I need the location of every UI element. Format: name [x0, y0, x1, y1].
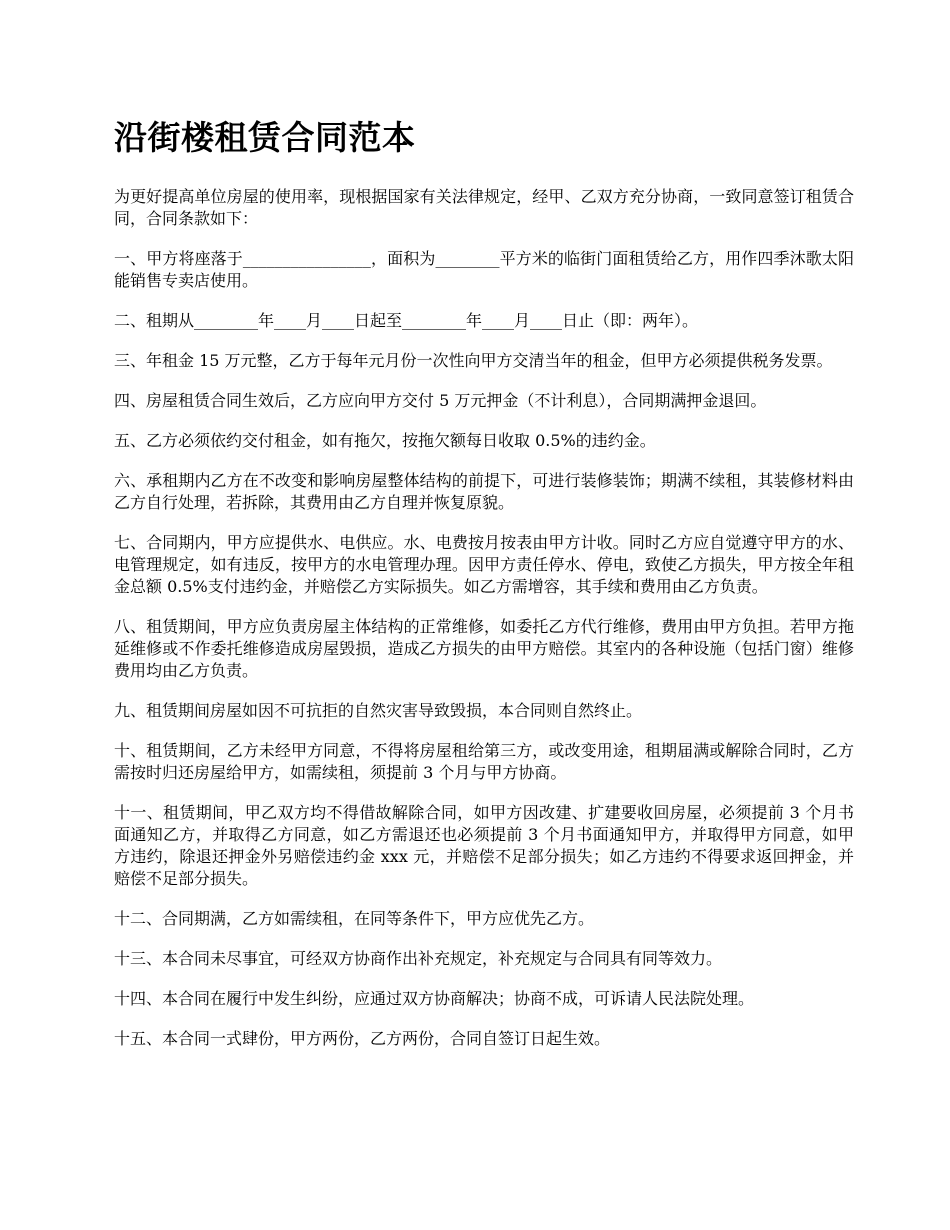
clause-14: 十四、本合同在履行中发生纠纷，应通过双方协商解决；协商不成，可诉请人民法院处理。 [114, 989, 755, 1008]
clause-15: 十五、本合同一式肆份，甲方两份，乙方两份，合同自签订日起生效。 [114, 1029, 611, 1048]
clause-10: 十、租赁期间，乙方未经甲方同意，不得将房屋租给第三方，或改变用途，租期届满或解除合同时，乙方需按时归还房屋给甲方，如需续租，须提前 3 个月与甲方协商。 [114, 741, 854, 782]
document-title: 沿街楼租赁合同范本 [114, 118, 416, 157]
intro-paragraph: 为更好提高单位房屋的使用率，现根据国家有关法律规定，经甲、乙双方充分协商，一致同意签订租赁合同，合同条款如下： [114, 187, 854, 228]
clause-11: 十一、租赁期间，甲乙双方均不得借故解除合同，如甲方因改建、扩建要收回房屋，必须提前 3 个月书面通知乙方，并取得乙方同意，如乙方需退还也必须提前 3 个月书面通知甲方，并取得甲方同意，如甲方违约，除退还押金外另赔偿违约金 xxx 元，并赔偿不足部分损失；如乙方违约不得要求返回押金，并赔偿不足部分损失。 [114, 803, 854, 888]
clause-7: 七、合同期内，甲方应提供水、电供应。水、电费按月按表由甲方计收。同时乙方应自觉遵守甲方的水、电管理规定，如有违反，按甲方的水电管理办理。因甲方责任停水、停电，致使乙方损失，甲方按全年租金总额 0.5%支付违约金，并赔偿乙方实际损失。如乙方需增容，其手续和费用由乙方负责。 [114, 533, 854, 596]
clause-9: 九、租赁期间房屋如因不可抗拒的自然灾害导致毁损，本合同则自然终止。 [114, 701, 643, 720]
clause-3: 三、年租金 15 万元整，乙方于每年元月份一次性向甲方交清当年的租金，但甲方必须提供税务发票。 [114, 351, 833, 370]
document-page [114, 112, 854, 1068]
clause-12: 十二、合同期满，乙方如需续租，在同等条件下，甲方应优先乙方。 [114, 909, 595, 928]
clause-2: 二、租期从________年____月____日起至________年____月____日止（即：两年）。 [114, 311, 699, 330]
clause-13: 十三、本合同未尽事宜，可经双方协商作出补充规定，补充规定与合同具有同等效力。 [114, 949, 723, 968]
clause-8: 八、租赁期间，甲方应负责房屋主体结构的正常维修，如委托乙方代行维修，费用由甲方负担。若甲方拖延维修或不作委托维修造成房屋毁损，造成乙方损失的由甲方赔偿。其室内的各种设施（包括门窗）维修费用均由乙方负责。 [114, 617, 854, 680]
clause-5: 五、乙方必须依约交付租金，如有拖欠，按拖欠额每日收取 0.5%的违约金。 [114, 431, 656, 450]
clause-6: 六、承租期内乙方在不改变和影响房屋整体结构的前提下，可进行装修装饰；期满不续租，其装修材料由乙方自行处理，若拆除，其费用由乙方自理并恢复原貌。 [114, 471, 854, 512]
clause-4: 四、房屋租赁合同生效后，乙方应向甲方交付 5 万元押金（不计利息），合同期满押金退回。 [114, 391, 767, 410]
clause-1: 一、甲方将座落于________________，面积为________平方米的临街门面租赁给乙方，用作四季沐歌太阳能销售专卖店使用。 [114, 249, 854, 290]
